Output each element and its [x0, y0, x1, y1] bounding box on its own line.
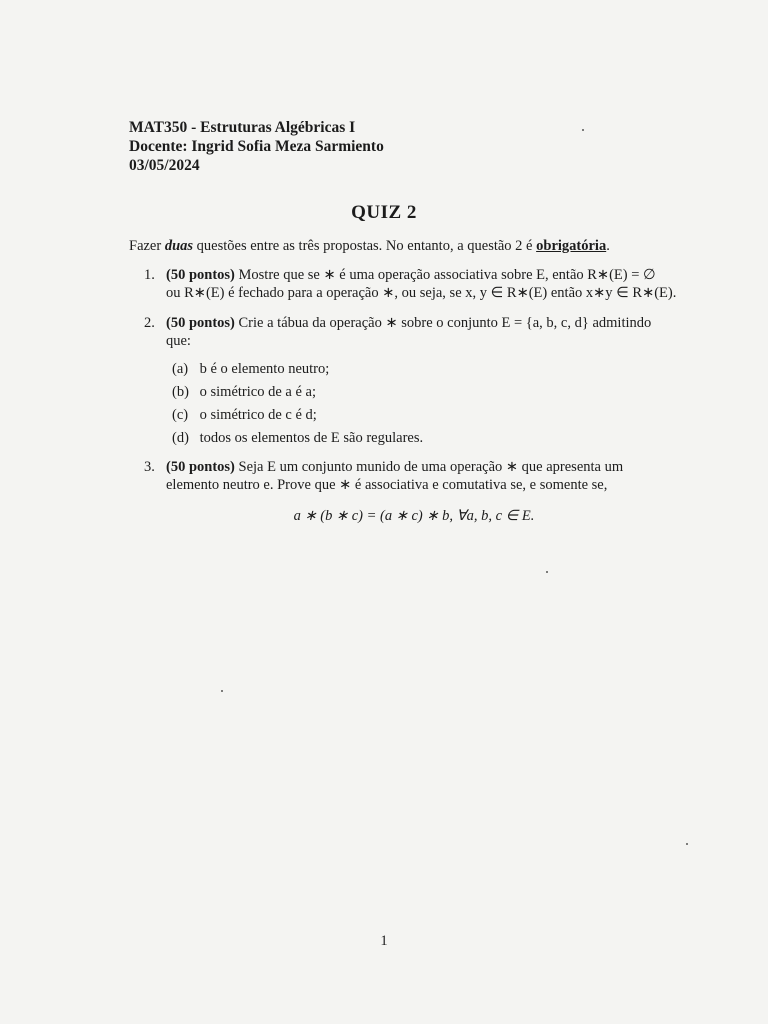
- subitem-label: (b): [172, 384, 189, 400]
- instructions: [129, 237, 699, 255]
- list-item: [172, 404, 423, 427]
- instructions-emphasis: duas: [164, 238, 194, 254]
- question-number: 2.: [144, 315, 155, 331]
- question-points: (50 pontos): [166, 315, 235, 331]
- subitem-label: (a): [172, 361, 189, 377]
- scan-speck: [582, 129, 584, 131]
- subitem-label: (d): [172, 430, 189, 446]
- list-item: [172, 358, 423, 381]
- question-text-line1: Seja E um conjunto munido de uma operação ∗ que apresenta um: [234, 459, 624, 475]
- subitem-text: b é o elemento neutro;: [199, 361, 330, 377]
- question-text-line1: Crie a tábua da operação ∗ sobre o conjunto E = {a, b, c, d} admitindo: [234, 315, 652, 331]
- subitem-text: todos os elementos de E são regulares.: [199, 430, 424, 446]
- question-2: [144, 314, 700, 350]
- list-item: [172, 381, 423, 404]
- question-text-line1: Mostre que se ∗ é uma operação associativa sobre E, então R∗(E) = ∅: [234, 267, 656, 283]
- subitem-text: o simétrico de a é a;: [199, 384, 316, 400]
- instructions-required: obrigatória: [536, 238, 607, 254]
- course-title: MAT350 - Estruturas Algébricas I: [129, 119, 356, 136]
- question-2-subitems: [172, 358, 423, 450]
- question-points: (50 pontos): [166, 459, 235, 475]
- question-3: [144, 458, 700, 494]
- subitem-text: o simétrico de c é d;: [199, 407, 317, 423]
- exam-date: 03/05/2024: [129, 157, 200, 174]
- question-number: 1.: [144, 267, 155, 283]
- scan-speck: [221, 690, 223, 692]
- instructions-part1: Fazer: [129, 238, 165, 254]
- subitem-label: (c): [172, 407, 189, 423]
- scan-speck: [546, 571, 548, 573]
- display-formula: a ∗ (b ∗ c) = (a ∗ c) ∗ b, ∀a, b, c ∈ E.: [293, 508, 535, 524]
- question-number: 3.: [144, 459, 155, 475]
- page-title: QUIZ 2: [351, 202, 417, 223]
- list-item: [172, 427, 423, 450]
- instructions-part3: .: [606, 238, 610, 254]
- question-text-line2: que:: [166, 333, 191, 349]
- question-text-line2: elemento neutro e. Prove que ∗ é associativa e comutativa se, e somente se,: [166, 477, 608, 493]
- page-number: 1: [380, 933, 388, 949]
- instructions-part2: questões entre as três propostas. No entanto, a questão 2 é: [193, 238, 537, 254]
- question-points: (50 pontos): [166, 267, 235, 283]
- question-1: [144, 266, 700, 302]
- question-text-line2: ou R∗(E) é fechado para a operação ∗, ou seja, se x, y ∈ R∗(E) então x∗y ∈ R∗(E).: [166, 285, 677, 301]
- document-header: [129, 118, 384, 175]
- teacher-name: Docente: Ingrid Sofia Meza Sarmiento: [129, 138, 384, 155]
- scan-speck: [686, 843, 688, 845]
